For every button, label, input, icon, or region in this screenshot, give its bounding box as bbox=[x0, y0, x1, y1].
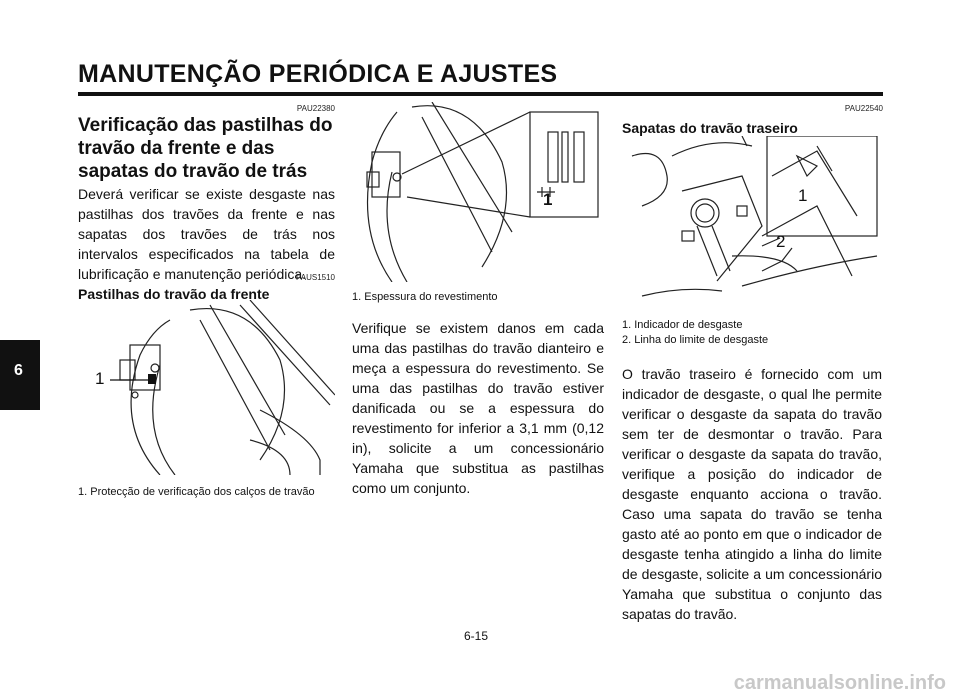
subsection-code: PAUS1510 bbox=[296, 273, 335, 282]
watermark: carmanualsonline.info bbox=[733, 672, 946, 694]
section-heading: Verificação das pastilhas do travão da frente e das sapatas do travão de trás bbox=[78, 115, 333, 182]
front-brake-heading: Pastilhas do travão da frente bbox=[78, 286, 270, 302]
rear-caption-1: 1. Indicador de desgaste bbox=[622, 319, 743, 331]
chapter-tab bbox=[0, 340, 40, 410]
intro-paragraph: Deverá verificar se existe desgaste nas pastilhas dos travões da frente e nas sapatas dos travões de trás nos intervalos especificados na tabela de lubrificação e manutenção periódica. bbox=[78, 186, 335, 282]
rear-section-code: PAU22540 bbox=[844, 104, 883, 113]
header-rule bbox=[78, 92, 883, 96]
section-code: PAU22380 bbox=[296, 104, 335, 113]
front-brake-figure-label: 1 bbox=[95, 369, 105, 388]
rear-brake-heading: Sapatas do travão traseiro bbox=[622, 120, 798, 136]
wear-limit-label: 2 bbox=[776, 232, 786, 251]
page-title: MANUTENÇÃO PERIÓDICA E AJUSTES bbox=[78, 60, 558, 88]
pad-thickness-caption: 1. Espessura do revestimento bbox=[352, 291, 498, 303]
pad-thickness-figure-label: 1 bbox=[543, 190, 553, 209]
chapter-number: 6 bbox=[14, 362, 23, 379]
wear-indicator-label: 1 bbox=[798, 186, 808, 205]
page-number: 6-15 bbox=[464, 629, 489, 643]
rear-brake-figure bbox=[622, 136, 882, 302]
pad-thickness-figure bbox=[352, 102, 602, 282]
rear-brake-paragraph: O travão traseiro é fornecido com um indicador de desgaste, o qual lhe permite verificar o desgaste da sapata do travão sem ter de desmontar o travão. Para verificar o desgaste da sapata do travão, verifique a posição do indicador de desgaste enquanto acciona o travão. Caso uma sapata do travão se tenha gasto até ao ponto em que o indicador de desgaste tenha atingido a linha do limite de desgaste, solicite a um concessionário Yamaha que substitua o conjunto das sapatas do travão. bbox=[622, 366, 882, 622]
rear-caption-2: 2. Linha do limite de desgaste bbox=[622, 334, 769, 346]
front-brake-caption: 1. Protecção de verificação dos calços de travão bbox=[78, 486, 315, 498]
pad-inspection-paragraph: Verifique se existem danos em cada uma das pastilhas do travão dianteiro e meça a espessura do revestimento. Se uma das pastilhas do travão estiver danificada ou se a espessura do revestimento for inferior a 3,1 mm (0,12 in), solicite a um concessionário Yamaha que substitua as pastilhas como um conjunto. bbox=[352, 320, 604, 496]
front-brake-figure bbox=[80, 300, 335, 475]
